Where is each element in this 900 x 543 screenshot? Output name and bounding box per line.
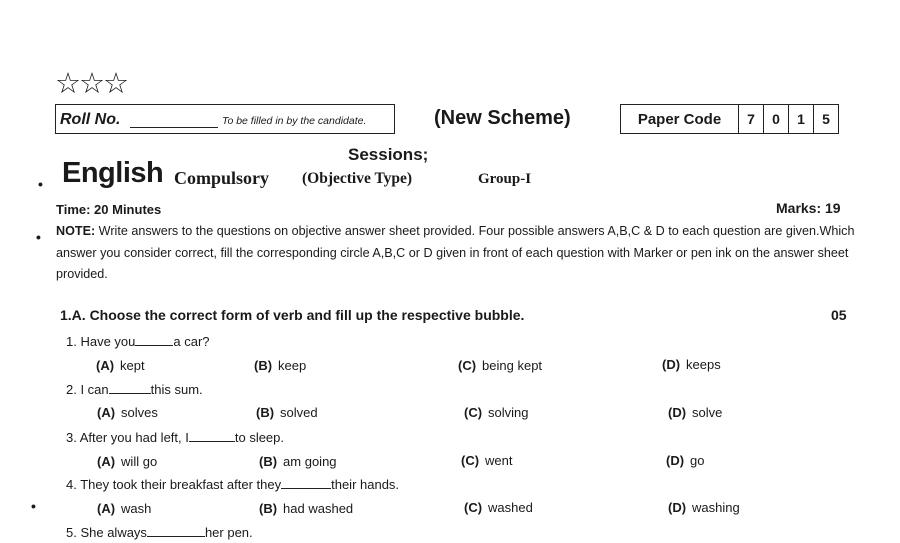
option-c: (C) being kept	[458, 358, 543, 373]
question-1	[66, 334, 210, 349]
option-b: (B) solved	[256, 405, 318, 420]
option-b: (B) am going	[259, 454, 337, 469]
question-2	[66, 382, 203, 397]
answer-blank	[189, 431, 235, 442]
group-label: Group-I	[478, 171, 532, 187]
paper-code-digit: 0	[764, 105, 789, 133]
subject-name: English	[62, 157, 164, 189]
question-text: to sleep.	[234, 430, 285, 445]
option-b: (B) keep	[254, 358, 307, 373]
answer-blank	[147, 526, 205, 537]
sessions-label: Sessions;	[348, 145, 429, 164]
question-5	[66, 525, 253, 540]
answer-blank	[281, 478, 331, 489]
option-d: (D) washing	[668, 500, 740, 515]
roll-no-label: Roll No.	[60, 111, 121, 128]
option-d: (D) go	[666, 453, 705, 468]
paper-code-box	[620, 104, 839, 134]
option-c: (C) washed	[464, 500, 533, 515]
question-text: 1. Have you	[66, 334, 136, 349]
paper-code-digit: 7	[739, 105, 764, 133]
paper-code-label: Paper Code	[621, 105, 739, 133]
roll-no-note: To be filled in by the candidate.	[222, 115, 367, 127]
question-text: 4. They took their breakfast after they	[66, 477, 282, 492]
subject-compulsory: Compulsory	[174, 168, 270, 188]
time-label: Time: 20 Minutes	[56, 202, 162, 217]
roll-no-blank	[130, 127, 218, 128]
option-c: (C) solving	[464, 405, 529, 420]
paper-code-digit: 5	[822, 111, 830, 127]
answer-blank	[135, 335, 173, 346]
option-d: (D) solve	[668, 405, 723, 420]
question-text: 2. I can	[66, 382, 109, 397]
question-4	[66, 477, 399, 492]
paper-code-digit: 1	[789, 105, 814, 133]
option-a: (A) wash	[97, 501, 152, 516]
option-a: (A) kept	[96, 358, 145, 373]
question-text: her pen.	[204, 525, 253, 540]
marks-label: Marks: 19	[776, 200, 841, 216]
question-text: a car?	[173, 334, 210, 349]
question-3	[66, 430, 284, 445]
question-text: 5. She always	[66, 525, 147, 540]
margin-dot: •	[36, 229, 41, 245]
note-text: Write answers to the questions on objective answer sheet provided. Four possible answers A,B,C & D to each question are given.Which answer you consider correct, fill the corresponding circle A,B,C or D given in front of each question with Marker or pen ink on the answer sheet provided.	[56, 224, 855, 281]
section-marks: 05	[831, 307, 847, 323]
note-label: NOTE:	[56, 224, 96, 238]
option-b: (B) had washed	[259, 501, 354, 516]
margin-dot: •	[31, 498, 36, 514]
option-d: (D) keeps	[662, 357, 721, 372]
question-text: their hands.	[331, 477, 400, 492]
option-a: (A) solves	[97, 405, 158, 420]
option-c: (C) went	[461, 453, 513, 468]
instructions-note	[56, 221, 856, 286]
question-text: 3. After you had left, I	[66, 430, 189, 445]
paper-type: (Objective Type)	[302, 170, 413, 187]
question-text: this sum.	[150, 382, 203, 397]
option-a: (A) will go	[97, 454, 158, 469]
star-rating-icon: ☆☆☆	[55, 66, 127, 100]
answer-blank	[109, 383, 151, 394]
margin-dot: •	[38, 176, 43, 192]
section-heading: 1.A. Choose the correct form of verb and fill up the respective bubble.	[60, 307, 525, 323]
scheme-label: (New Scheme)	[434, 107, 571, 129]
